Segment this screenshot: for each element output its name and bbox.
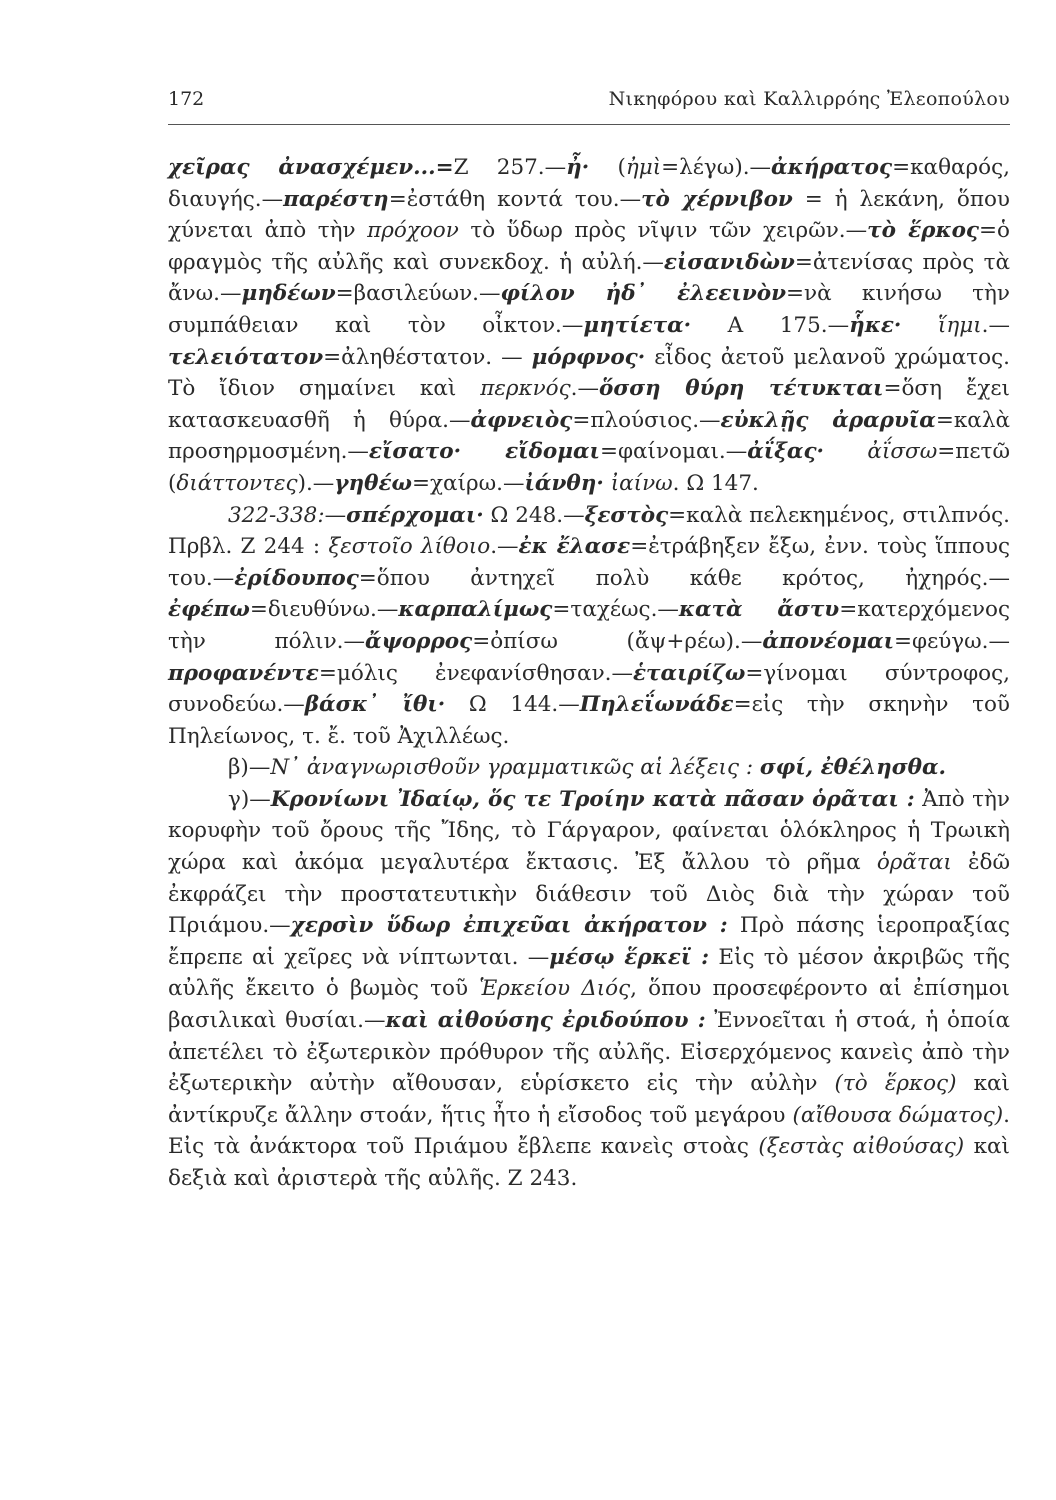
text-segment: =ἀληθέστατον. — bbox=[323, 344, 532, 370]
text-segment: ἐδῶ ἐκφράζει τὴν προστατευτικὴν διάθεσιν τοῦ Διὸς διὰ τὴν χώραν τοῦ Πριάμου.— bbox=[168, 850, 1010, 939]
text-segment: .— bbox=[490, 534, 519, 560]
glossed-term: μηδέων bbox=[241, 281, 336, 307]
italic-text: ἰαίνω bbox=[610, 470, 673, 496]
italic-text: πρόχοον bbox=[367, 218, 459, 244]
text-segment: =ἐστάθη κοντά του.— bbox=[388, 186, 642, 212]
glossed-term: Πηλεΐωνάδε bbox=[579, 692, 734, 718]
text-segment: εἶδος ἀετοῦ μελανοῦ χρώματος. Τὸ ἴδιον σημαίνει καὶ bbox=[168, 344, 1010, 402]
text-segment: =νὰ κινήσω τὴν συμπάθειαν καὶ τὸν οἶκτον.— bbox=[168, 281, 1010, 338]
glossed-term: ὅσση θύρη τέτυκται bbox=[599, 376, 884, 402]
text-segment: =πετῶ ( bbox=[168, 439, 1010, 496]
text-segment: =καλὰ πελεκημένος, στιλπνός. Πρβλ. Ζ 244 : bbox=[168, 502, 1010, 560]
italic-text: (ξεστὰς αἰθούσας) bbox=[758, 1134, 965, 1160]
text-segment: Ἐννοεῖται ἡ στοά, ἡ ὁποία ἀπετέλει τὸ ἐξωτερικὸν πρόθυρον τῆς αὐλῆς. Εἰσερχόμενος κανεὶς ἀπὸ τὴν ἐξωτερικὴν αὐτὴν αἴθουσαν, εὑρίσκετο εἰς τὴν αὐλὴν bbox=[168, 1008, 1010, 1097]
text-segment: =χαίρω.— bbox=[412, 470, 525, 496]
paragraph bbox=[168, 752, 1010, 784]
text-segment: β)— bbox=[228, 755, 271, 781]
glossed-term: ἀφνειὸς bbox=[470, 407, 573, 433]
italic-text: Ν᾽ ἀναγνωρισθοῦν γραμματικῶς αἱ λέξεις : bbox=[270, 755, 760, 781]
glossed-term: ἐφέπω bbox=[168, 597, 250, 623]
text-segment: Ω 248.— bbox=[483, 502, 585, 528]
glossed-term: εἴσατο· εἴδομαι bbox=[368, 439, 600, 465]
text-segment: ).— bbox=[297, 470, 335, 496]
glossed-term: τὸ ἕρκος bbox=[867, 218, 980, 244]
glossed-term: τὸ χέρνιβον bbox=[641, 186, 793, 212]
italic-text: περκνός bbox=[480, 376, 571, 402]
text-segment: =διευθύνω.— bbox=[249, 597, 399, 623]
glossed-term: ἄψορρος bbox=[365, 628, 473, 654]
text-segment: =ὀπίσω (ἄψ+ρέω).— bbox=[472, 628, 763, 654]
text-segment: =ὅση ἔχει κατασκευασθῆ ἡ θύρα.— bbox=[168, 376, 1010, 433]
glossed-term: βάσκ᾽ ἴθι· bbox=[304, 692, 446, 718]
glossed-term: φίλον ἠδ᾽ ἐλεεινὸν bbox=[500, 281, 787, 307]
text-segment: . Ω 147. bbox=[672, 470, 759, 496]
text-segment: =ἀτενίσας πρὸς τὰ ἄνω.— bbox=[168, 249, 1010, 307]
text-segment: γ)— bbox=[228, 786, 271, 812]
glossed-term: χεῖρας ἀνασχέμεν...= bbox=[168, 155, 454, 180]
italic-text: (τὸ ἕρκος) bbox=[834, 1071, 957, 1097]
text-segment: Ἀπὸ τὴν κορυφὴν τοῦ ὄρους τῆς Ἴδης, τὸ Γάργαρον, φαίνεται ὁλόκληρος ἡ Τρωικὴ χώρα καὶ ἀκόμα μεγαλυτέρα ἔκτασις. Ἐξ ἄλλου τὸ ρῆμα bbox=[168, 786, 1010, 876]
glossed-term: μητίετα· bbox=[583, 312, 692, 338]
text-segment: =καθαρός, διαυγής.— bbox=[168, 155, 1010, 212]
glossed-term: εἰσανιδὼν bbox=[663, 249, 795, 275]
glossed-term: χερσὶν ὕδωρ ἐπιχεῦαι ἀκήρατον : bbox=[290, 913, 728, 939]
glossed-term: σπέρχομαι· bbox=[346, 502, 484, 528]
text-segment: Ω 144.— bbox=[445, 692, 580, 718]
italic-text: διάττοντες bbox=[176, 470, 298, 496]
text-segment: =καλὰ προσηρμοσμένη.— bbox=[168, 407, 1010, 465]
text-segment: καὶ ἀντίκρυζε ἄλλην στοάν, ἥτις ἦτο ἡ εἴσοδος τοῦ μεγάρου bbox=[168, 1071, 1010, 1128]
text-segment bbox=[901, 313, 938, 338]
glossed-term: εὐκλῇς ἀραρυῖα bbox=[720, 407, 936, 433]
text-segment: Ζ 257.— bbox=[453, 155, 567, 180]
italic-text: ξεστοῖο λίθοιο bbox=[328, 534, 491, 560]
text-segment: καὶ δεξιὰ καὶ ἀριστερὰ τῆς αὐλῆς. Ζ 243. bbox=[168, 1134, 1010, 1191]
running-title: Νικηφόρου καὶ Καλλιρρόης Ἐλεοπούλου bbox=[608, 88, 1010, 110]
text-segment: τὸ ὕδωρ πρὸς νῖψιν τῶν χειρῶν.— bbox=[458, 218, 868, 244]
text-segment: =μόλις ἐνεφανίσθησαν.— bbox=[318, 660, 633, 686]
italic-text: (αἴθουσα δώματος) bbox=[792, 1102, 1004, 1128]
text-segment: =βασιλεύων.— bbox=[335, 281, 501, 307]
glossed-term: καρπαλίμως bbox=[398, 597, 553, 623]
italic-text: ἠμὶ bbox=[625, 155, 662, 180]
italic-text: ἀΐσσω bbox=[867, 439, 938, 465]
paragraph bbox=[168, 500, 1010, 753]
glossed-term: σφί, ἐθέλησθα. bbox=[759, 755, 946, 781]
glossed-term: μόρφνος· bbox=[531, 344, 646, 370]
glossed-term: ἐρίδουπος bbox=[234, 565, 359, 591]
italic-text: ἵημι bbox=[937, 312, 982, 338]
glossed-term: παρέστη bbox=[283, 186, 389, 212]
page-header bbox=[168, 88, 1010, 125]
text-segment: Εἰς τὸ μέσον ἀκριβῶς τῆς αὐλῆς ἔκειτο ὁ βωμὸς τοῦ bbox=[168, 944, 1010, 1002]
text-segment: =κατερχόμενος τὴν πόλιν.— bbox=[168, 597, 1010, 654]
paragraph bbox=[168, 784, 1010, 1195]
text-segment bbox=[824, 439, 867, 464]
text-segment: =ἐτράβηξεν ἔξω, ἐνν. τοὺς ἵππους του.— bbox=[168, 534, 1010, 591]
italic-text: 322-338: bbox=[228, 502, 325, 528]
glossed-term: ἀπονέομαι bbox=[762, 628, 895, 654]
glossed-term: ἐκ ἔλασε bbox=[518, 534, 631, 560]
text-segment: ( bbox=[589, 155, 626, 180]
glossed-term: μέσῳ ἕρκεϊ : bbox=[549, 944, 710, 970]
page-number: 172 bbox=[168, 88, 205, 110]
italic-text: ὁρᾶται bbox=[876, 850, 952, 876]
text-segment: .— bbox=[981, 312, 1010, 338]
text-segment: =ταχέως.— bbox=[552, 597, 679, 623]
text-segment: . Εἰς τὰ ἀνάκτορα τοῦ Πριάμου ἔβλεπε κανεὶς στοὰς bbox=[168, 1102, 1010, 1160]
glossed-term: καὶ αἰθούσης ἐριδούπου : bbox=[385, 1008, 706, 1034]
paragraph bbox=[168, 152, 1010, 500]
text-segment: Πρὸ πάσης ἱεροπραξίας ἔπρεπε αἱ χεῖρες νὰ νίπτωνται. — bbox=[168, 913, 1011, 970]
glossed-term: προφανέντε bbox=[168, 660, 319, 686]
glossed-term: ἦ· bbox=[566, 155, 590, 180]
text-segment: =γίνομαι σύντροφος, συνοδεύω.— bbox=[168, 660, 1010, 718]
glossed-term: τελειότατον bbox=[168, 344, 324, 370]
text-segment: =φεύγω.— bbox=[894, 628, 1011, 654]
text-segment: , ὅπου προσεφέροντο αἱ ἐπίσημοι βασιλικαὶ θυσίαι.— bbox=[168, 976, 1010, 1034]
glossed-term: ἧκε· bbox=[849, 312, 902, 338]
text-segment: =εἰς τὴν σκηνὴν τοῦ Πηλείωνος, τ. ἔ. τοῦ Ἀχιλλέως. bbox=[168, 692, 1010, 749]
text-segment: — bbox=[324, 502, 347, 528]
text-segment: =ὅπου ἀντηχεῖ πολὺ κάθε κρότος, ἠχηρός.— bbox=[358, 565, 1010, 591]
glossed-term: ἰάνθη· bbox=[524, 470, 604, 496]
glossed-term: κατὰ ἄστυ bbox=[678, 597, 840, 623]
commentary-body bbox=[168, 152, 1010, 1195]
text-segment: =λέγω).— bbox=[661, 155, 772, 180]
text-segment: =ὁ φραγμὸς τῆς αὐλῆς καὶ συνεκδοχ. ἡ αὐλή.— bbox=[168, 218, 1010, 275]
text-segment: =πλούσιος.— bbox=[572, 407, 721, 433]
glossed-term: γηθέω bbox=[334, 470, 413, 496]
glossed-term: ξεστὸς bbox=[584, 502, 669, 528]
text-segment: =φαίνομαι.— bbox=[599, 439, 748, 465]
italic-text: Ἑρκείου Διός bbox=[479, 976, 631, 1002]
glossed-term: ἀΐξας· bbox=[747, 439, 825, 465]
text-segment: Α 175.— bbox=[691, 312, 850, 338]
text-segment: = ἡ λεκάνη, ὅπου χύνεται ἀπὸ τὴν bbox=[168, 186, 1010, 244]
glossed-term: ἑταιρίζω bbox=[632, 660, 746, 686]
glossed-term: ἀκήρατος bbox=[771, 155, 893, 180]
text-segment bbox=[604, 471, 611, 496]
text-segment: .— bbox=[570, 376, 600, 402]
glossed-term: Κρονίωνι Ἰδαίῳ, ὅς τε Τροίην κατὰ πᾶσαν ὁρᾶται : bbox=[270, 786, 915, 812]
